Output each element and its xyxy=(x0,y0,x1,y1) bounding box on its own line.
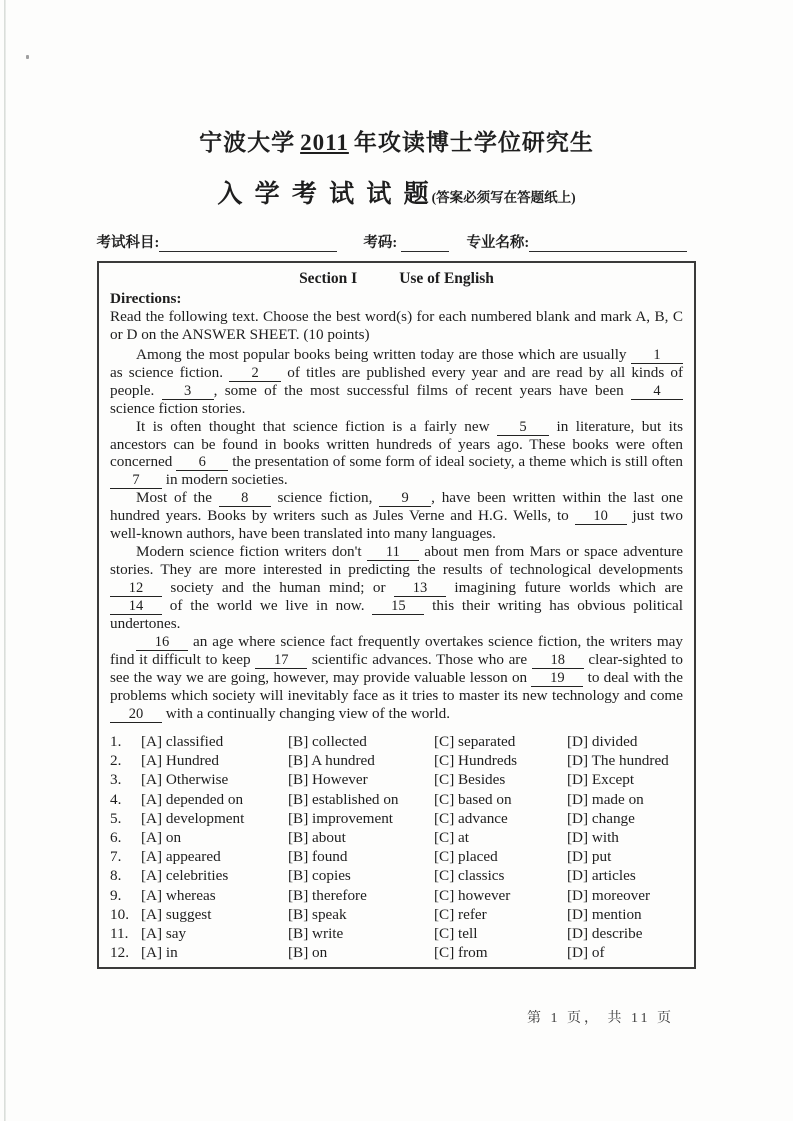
major-label: 专业名称: xyxy=(466,235,530,251)
option-b: [B] write xyxy=(288,925,344,943)
cloze-blank-10: 10 xyxy=(575,509,627,525)
option-c: [C] tell xyxy=(434,925,478,943)
section-name: Use of English xyxy=(399,270,494,287)
option-number: 4. xyxy=(110,790,122,808)
exam-title-prefix: 宁波大学 xyxy=(199,130,296,155)
option-number: 7. xyxy=(110,848,122,866)
section-title xyxy=(110,270,683,288)
option-d: [D] made on xyxy=(567,790,644,808)
cloze-blank-4: 4 xyxy=(631,384,683,400)
subject-label: 考试科目: xyxy=(96,235,160,251)
option-b: [B] found xyxy=(288,848,348,866)
option-number: 6. xyxy=(110,829,122,847)
cloze-blank-18: 18 xyxy=(532,653,584,669)
option-c: [C] placed xyxy=(434,848,498,866)
option-number: 3. xyxy=(110,771,122,789)
option-b: [B] copies xyxy=(288,867,351,885)
option-row xyxy=(110,751,683,770)
cloze-blank-5: 5 xyxy=(497,420,549,436)
option-b: [B] established on xyxy=(288,790,399,808)
cloze-blank-2: 2 xyxy=(229,366,281,382)
option-number: 5. xyxy=(110,809,122,827)
option-c: [C] advance xyxy=(434,809,508,827)
directions-label: Directions: xyxy=(110,290,182,307)
option-number: 10. xyxy=(110,905,129,923)
exam-title-year: 2011 xyxy=(300,130,349,155)
passage-paragraph: 16 an age where science fact frequently overtakes science fiction, the writers may find it difficult to keep 17 scientific advances. Those who are 18 clear-sighted to see the way we are going, however, may provide valuable lesson on 19 to deal with the problems which society will inevitably face as it tries to master its new technology and come 20 with a continually changing view of the world. xyxy=(110,633,683,723)
cloze-blank-19: 19 xyxy=(531,671,583,687)
scan-edge-artifact xyxy=(4,0,6,1121)
option-b: [B] A hundred xyxy=(288,752,375,770)
option-d: [D] put xyxy=(567,848,612,866)
option-row xyxy=(110,809,683,828)
option-row xyxy=(110,924,683,943)
cloze-blank-3: 3 xyxy=(162,384,214,400)
option-row xyxy=(110,770,683,789)
option-a: [A] Hundred xyxy=(141,752,220,770)
option-number: 1. xyxy=(110,733,122,751)
option-c: [C] based on xyxy=(434,790,512,808)
question-box xyxy=(97,261,696,969)
option-a: [A] celebrities xyxy=(141,867,229,885)
option-c: [C] Besides xyxy=(434,771,506,789)
options-table xyxy=(110,732,683,962)
cloze-blank-11: 11 xyxy=(367,545,419,561)
option-row xyxy=(110,943,683,962)
option-d: [D] moreover xyxy=(567,886,651,904)
cloze-blank-9: 9 xyxy=(379,491,431,507)
option-c: [C] from xyxy=(434,944,488,962)
option-number: 12. xyxy=(110,944,129,962)
option-a: [A] depended on xyxy=(141,790,244,808)
option-b: [B] on xyxy=(288,944,328,962)
option-b: [B] therefore xyxy=(288,886,367,904)
code-fill-line xyxy=(401,237,449,252)
option-number: 8. xyxy=(110,867,122,885)
option-c: [C] refer xyxy=(434,905,487,923)
option-a: [A] say xyxy=(141,925,187,943)
option-c: [C] at xyxy=(434,829,470,847)
cloze-blank-7: 7 xyxy=(110,473,162,489)
option-a: [A] appeared xyxy=(141,848,221,866)
option-a: [A] in xyxy=(141,944,178,962)
page-number-footer: 第 1 页， 共 11 页 xyxy=(527,1011,674,1026)
option-row xyxy=(110,847,683,866)
passage-paragraph: Modern science fiction writers don't 11 about men from Mars or space adventure stories. They are more interested in predicting the results of technological developments 12 society and the human mind; or 13 imagining future worlds which are 14 of the world we live in now. 15 this their writing has obvious political undertones. xyxy=(110,543,683,633)
section-number: Section I xyxy=(299,270,358,287)
cloze-blank-1: 1 xyxy=(631,348,683,364)
exam-header xyxy=(0,0,793,210)
option-b: [B] speak xyxy=(288,905,347,923)
option-row xyxy=(110,828,683,847)
option-number: 11. xyxy=(110,925,129,943)
option-a: [A] suggest xyxy=(141,905,212,923)
option-a: [A] development xyxy=(141,809,245,827)
passage-paragraph: Among the most popular books being written today are those which are usually 1 as science fiction. 2 of titles are published every year and are read by all kinds of people. 3 , some of the most successful films of recent years have been 4 science fiction stories. xyxy=(110,345,684,417)
option-c: [C] Hundreds xyxy=(434,752,518,770)
cloze-blank-14: 14 xyxy=(110,599,162,615)
option-c: [C] separated xyxy=(434,733,516,751)
cloze-blank-17: 17 xyxy=(255,653,307,669)
option-a: [A] Otherwise xyxy=(141,771,229,789)
option-row xyxy=(110,886,683,905)
exam-subtitle-main: 入 学 考 试 试 题 xyxy=(217,181,432,208)
option-row xyxy=(110,732,683,751)
option-d: [D] divided xyxy=(567,733,638,751)
cloze-blank-13: 13 xyxy=(394,581,446,597)
option-b: [B] collected xyxy=(288,733,367,751)
option-d: [D] Except xyxy=(567,771,635,789)
option-b: [B] improvement xyxy=(288,809,394,827)
option-a: [A] on xyxy=(141,829,182,847)
option-b: [B] about xyxy=(288,829,346,847)
option-number: 9. xyxy=(110,886,122,904)
option-a: [A] whereas xyxy=(141,886,216,904)
exam-title xyxy=(0,124,793,157)
option-row xyxy=(110,866,683,885)
option-row xyxy=(110,905,683,924)
exam-info-row xyxy=(97,231,697,252)
option-d: [D] mention xyxy=(567,905,642,923)
cloze-blank-12: 12 xyxy=(110,581,162,597)
cloze-blank-8: 8 xyxy=(219,491,271,507)
directions-text: Read the following text. Choose the best word(s) for each numbered blank and mark A, B, C or D on the ANSWER SHEET. (10 points) xyxy=(110,308,683,343)
cloze-blank-6: 6 xyxy=(176,455,228,471)
cloze-passage xyxy=(110,346,683,723)
option-d: [D] with xyxy=(567,829,619,847)
option-d: [D] articles xyxy=(567,867,636,885)
option-number: 2. xyxy=(110,752,122,770)
passage-paragraph: Most of the 8 science fiction, 9 , have been written within the last one hundred years. Books by writers such as Jules Verne and H.G. Wells, to 10 just two well-known authors, have been translated into many languages. xyxy=(110,489,683,543)
major-fill-line xyxy=(529,237,687,252)
exam-subtitle xyxy=(0,174,793,210)
option-d: [D] describe xyxy=(567,925,643,943)
option-a: [A] classified xyxy=(141,733,224,751)
cloze-blank-16: 16 xyxy=(136,635,188,651)
subject-fill-line xyxy=(159,237,337,252)
option-c: [C] classics xyxy=(434,867,505,885)
option-b: [B] However xyxy=(288,771,368,789)
passage-paragraph: It is often thought that science fiction is a fairly new 5 in literature, but its ancestors can be found in books written hundreds of years ago. These books were often concerned 6 the presentation of some form of ideal society, a theme which is still often 7 in modern societies. xyxy=(110,417,683,489)
scan-speck-artifact xyxy=(26,55,29,59)
exam-subtitle-note: (答案必须写在答题纸上) xyxy=(431,190,576,205)
option-d: [D] The hundred xyxy=(567,752,669,770)
option-d: [D] change xyxy=(567,809,635,827)
option-d: [D] of xyxy=(567,944,605,962)
option-c: [C] however xyxy=(434,886,511,904)
exam-title-suffix: 年攻读博士学位研究生 xyxy=(353,130,594,155)
code-label: 考码: xyxy=(363,235,398,251)
cloze-blank-15: 15 xyxy=(372,599,424,615)
cloze-blank-20: 20 xyxy=(110,707,162,723)
option-row xyxy=(110,790,683,809)
